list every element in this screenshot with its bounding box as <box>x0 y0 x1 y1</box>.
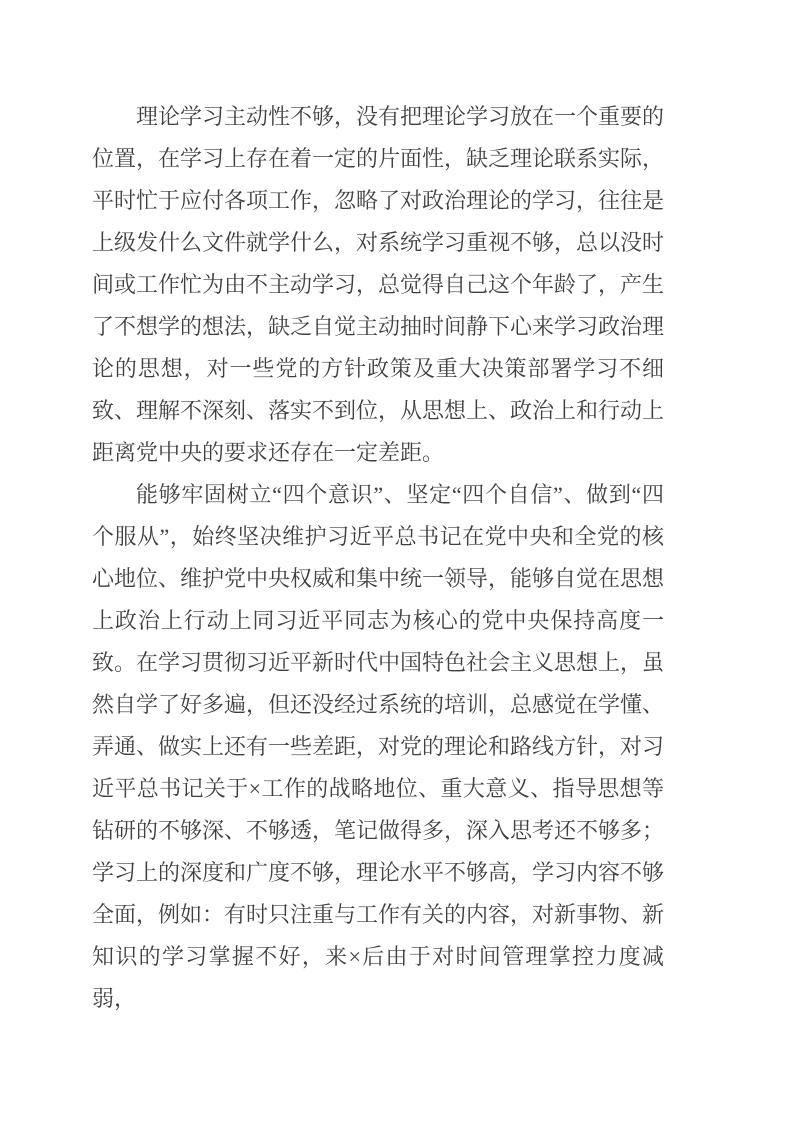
document-body-text <box>92 96 664 1020</box>
paragraph: 理论学习主动性不够，没有把理论学习放在一个重要的位置，在学习上存在着一定的片面性，缺乏理论联系实际，平时忙于应付各项工作，忽略了对政治理论的学习，往往是上级发什么文件就学什么，对系统学习重视不够，总以没时间或工作忙为由不主动学习，总觉得自己这个年龄了，产生了不想学的想法，缺乏自觉主动抽时间静下心来学习政治理论的思想，对一些党的方针政策及重大决策部署学习不细致、理解不深刻、落实不到位，从思想上、政治上和行动上距离党中央的要求还存在一定差距。 <box>92 104 665 465</box>
paragraph: 能够牢固树立“四个意识”、坚定“四个自信”、做到“四个服从”，始终坚决维护习近平总书记在党中央和全党的核心地位、维护党中央权威和集中统一领导，能够自觉在思想上政治上行动上同习近平同志为核心的党中央保持高度一致。在学习贯彻习近平新时代中国特色社会主义思想上，虽然自学了好多遍，但还没经过系统的培训，总感觉在学懂、弄通、做实上还有一些差距，对党的理论和路线方针，对习近平总书记关于×工作的战略地位、重大意义、指导思想等钻研的不够深、不够透，笔记做得多，深入思考还不够多；学习上的深度和广度不够，理论水平不够高，学习内容不够全面，例如：有时只注重与工作有关的内容，对新事物、新知识的学习掌握不好，来×后由于对时间管理掌控力度减弱， <box>92 482 665 1011</box>
